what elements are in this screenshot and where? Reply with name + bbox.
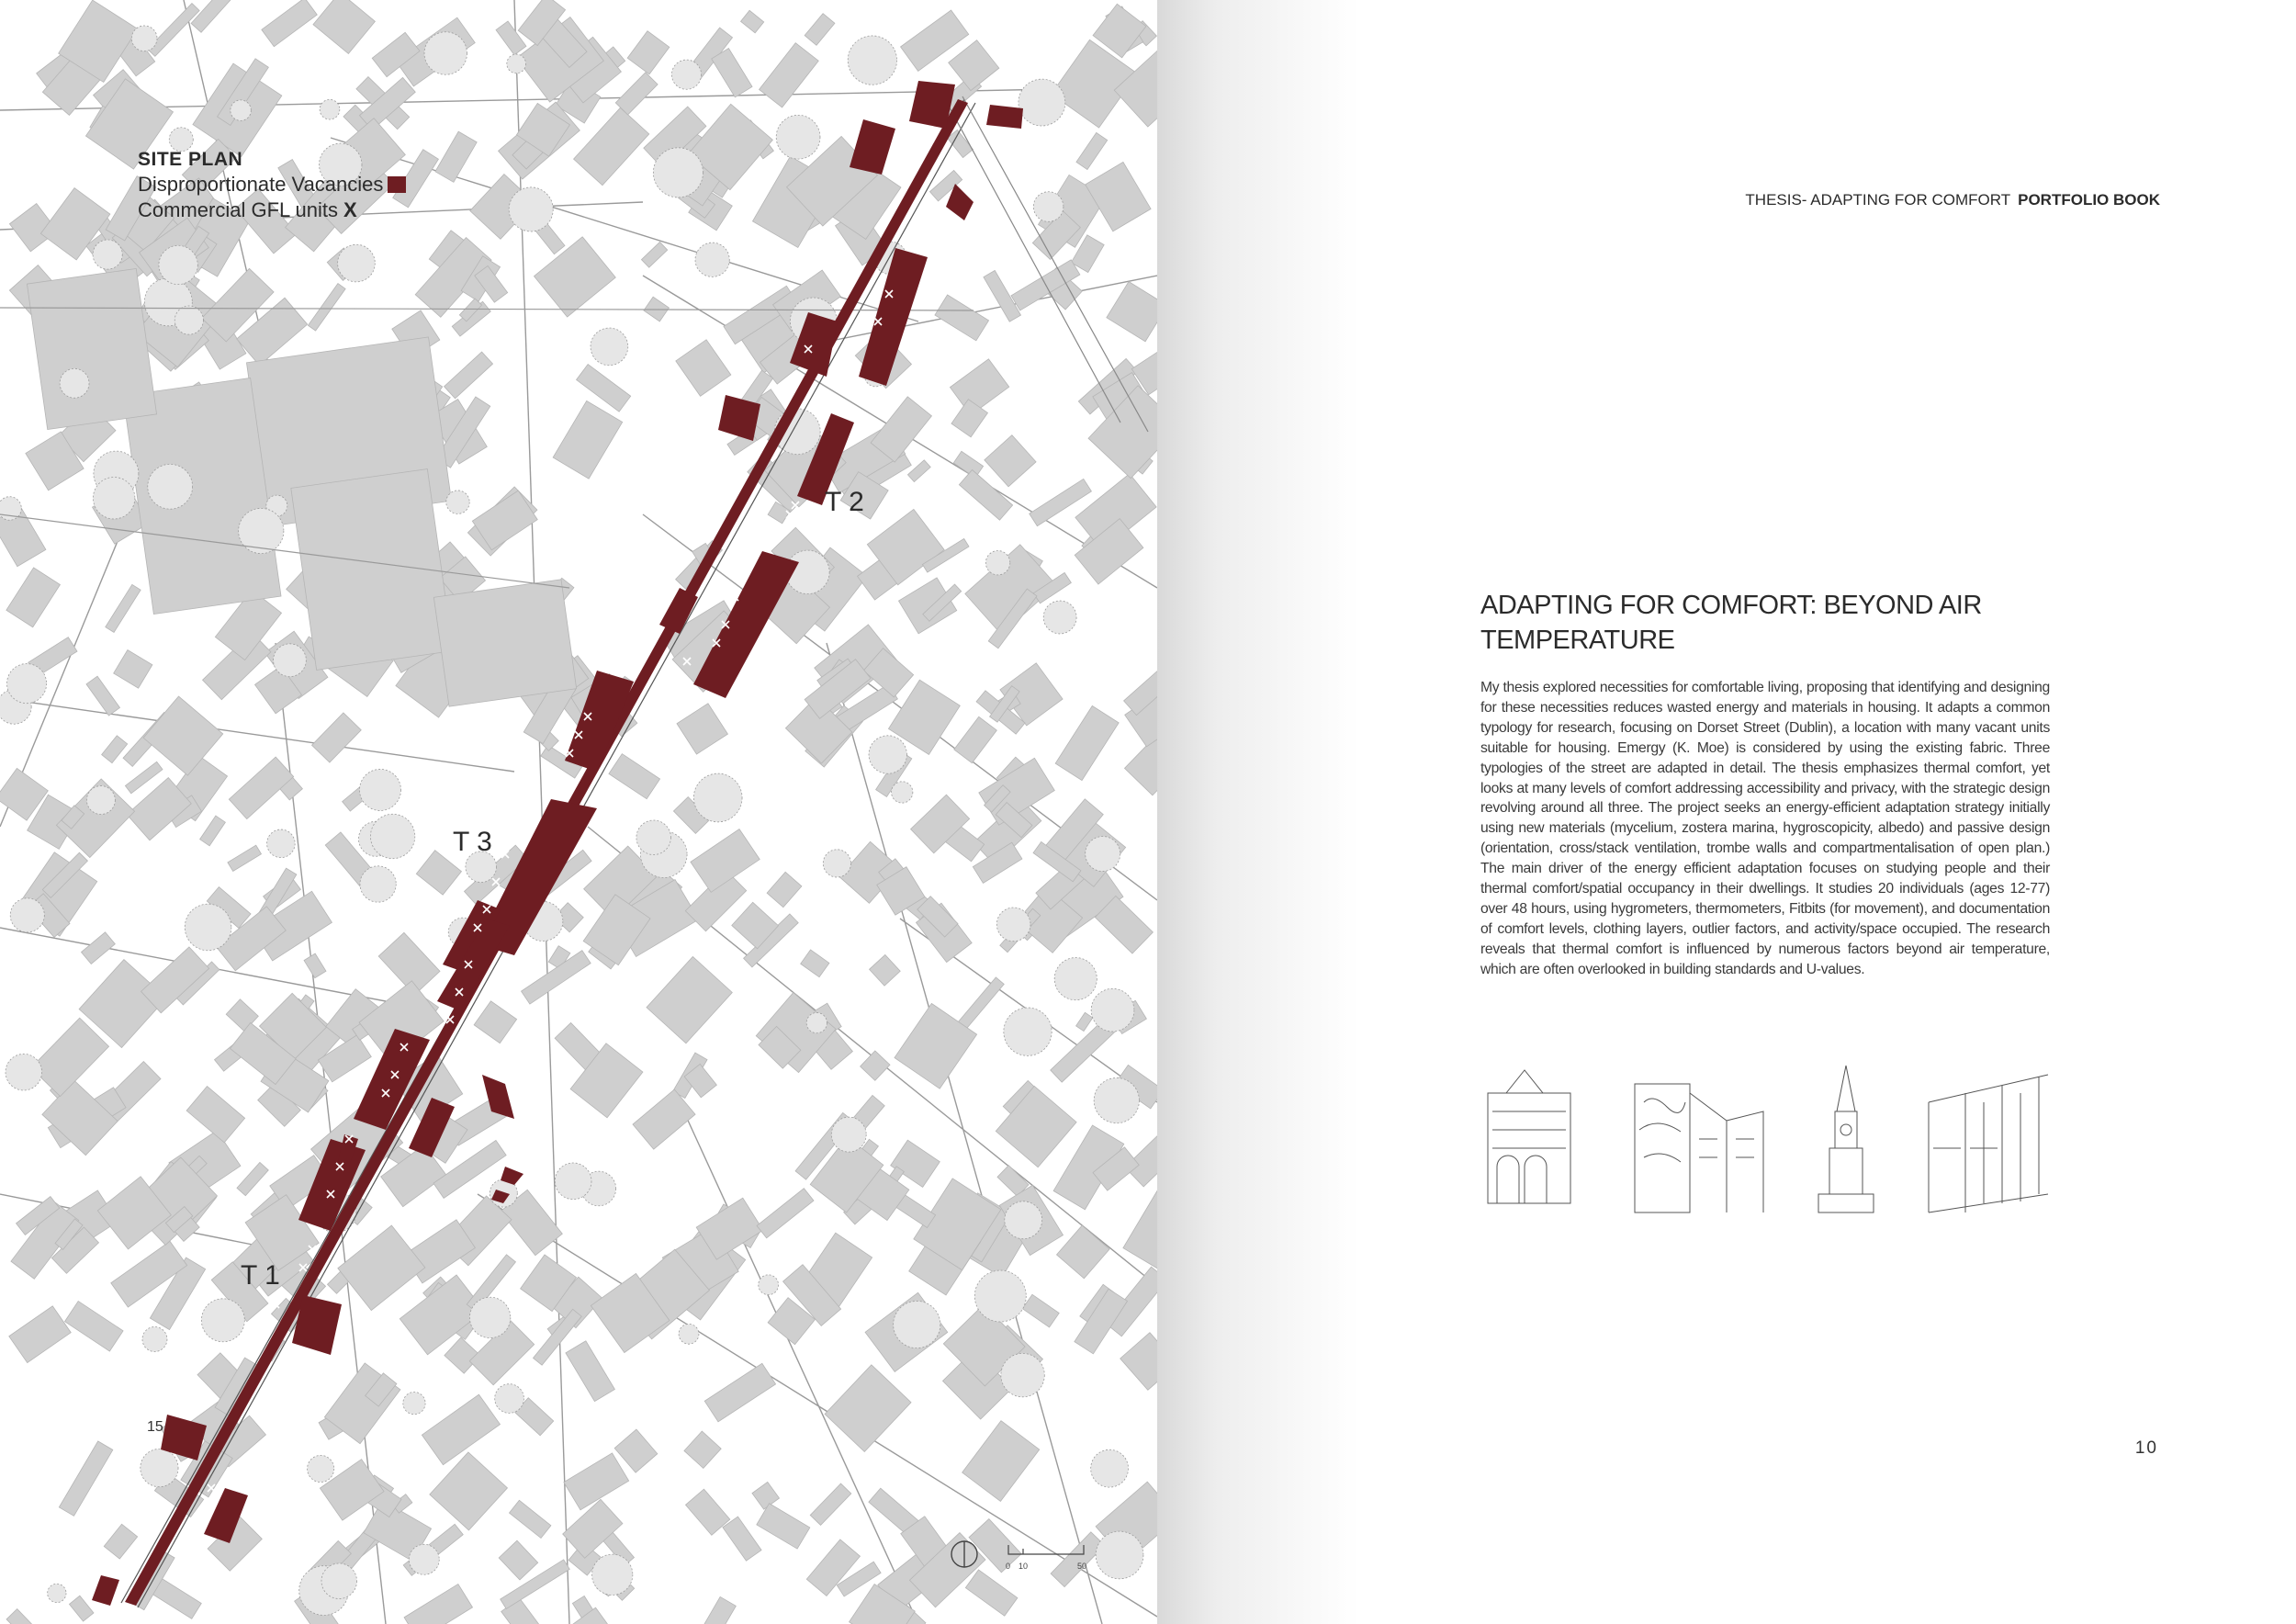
plot-number: 15 [147, 1419, 163, 1435]
typology-label-t3: T 3 [453, 827, 492, 857]
legend-commercial-row [138, 198, 406, 222]
sketch-perspective [1929, 1075, 2048, 1212]
article-body: My thesis explored necessities for comfortable living, proposing that identifying and designing for these necessities reduces wasted energy and materials in housing. It adapts a common typology for research, focusing on Dorset Street (Dublin), a location with many vacant units suitable for housing. Emergy (K. Moe) is considered by using the existing fabric. Three typologies of the street are adapted in detail. The thesis emphasizes thermal comfort, yet looks at many levels of comfort addressing accessibility and privacy, with the strategic design revolving around all three. The project seeks an energy-efficient adaptation strategy initially using new materials (mycelium, zostera marina, hygroscopicity, albedo) and passive design (orientation, cross/stack ventilation, trombe walls and compartmentalisation of open plan.) The main driver of the energy efficient adaptation focuses on studying people and their thermal comfort/spatial occupancy in their dwellings. It studies 20 individuals (ages 12-77) over 48 hours, using hygrometers, thermometers, Fitbits (for movement), and documentation of comfort levels, clothing layers, outlier factors, and activity/space occupied. The research reveals that thermal comfort is influenced by numerous factors beyond air temperature, which are often overlooked in building standards and U-values. [1480, 680, 2050, 977]
scale-label-10: 10 [1019, 1562, 1029, 1571]
legend-title: SITE PLAN [138, 149, 243, 170]
running-head-thesis: THESIS- ADAPTING FOR COMFORT [1745, 191, 2011, 209]
commercial-x-icon: X [343, 198, 357, 221]
map-legend [138, 149, 406, 222]
legend-commercial-label: Commercial GFL units [138, 198, 339, 221]
vacancy-swatch-icon [388, 176, 406, 193]
page-number: 10 [2134, 1438, 2158, 1458]
running-head-book: PORTFOLIO BOOK [2018, 191, 2160, 209]
sketch-spire [1818, 1066, 1874, 1212]
scale-label-50: 50 [1077, 1562, 1087, 1571]
sketch-strip [1469, 1066, 2057, 1231]
sketch-street-view [1635, 1084, 1763, 1212]
sketch-church-facade [1488, 1070, 1570, 1203]
typology-label-t1: T 1 [241, 1260, 280, 1291]
article-title: ADAPTING FOR COMFORT: BEYOND AIR TEMPERATURE [1480, 591, 1982, 655]
legend-vacancies-label: Disproportionate Vacancies [138, 173, 384, 196]
typology-label-t2: T 2 [825, 487, 864, 517]
scale-label-0: 0 [1006, 1562, 1011, 1571]
legend-vacancies-row [138, 173, 406, 197]
running-head [1745, 191, 2160, 209]
book-gutter [1157, 0, 1359, 1624]
